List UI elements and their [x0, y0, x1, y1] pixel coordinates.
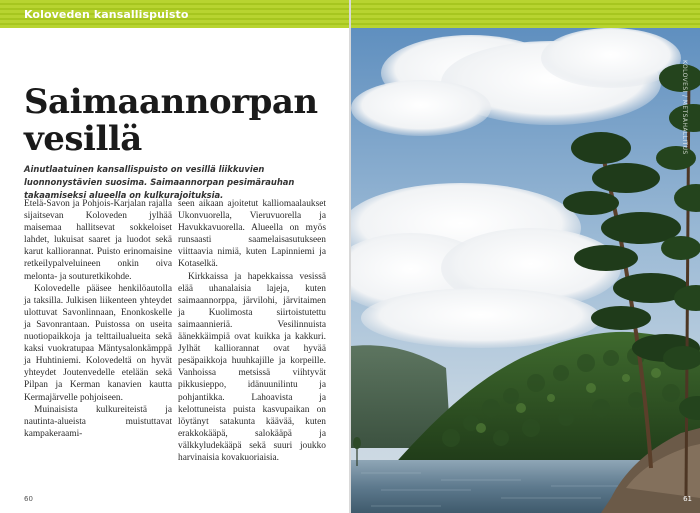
body-paragraph: Kirkkaissa ja hapekkaissa vesissä elää uhanalaisia lajeja, kuten saimaannorppa, järvilohi, järvitaimen ja Kuolimosta siirtoistutettu saimaannieriä. Vesilinnuista äänekkäimpiä ovat kuikka ja kakkuri. Jylhät kalliorannat ovat hyvää pesäpaikkoja huuhkajille ja korpeille. Vanhoissa metsissä viihtyvät pikkusieppo, idänuunilintu ja pohjantikka. Lahoavista ja kelottuneista puista kasvupaikan on löytänyt satakunta käävää, kuten erakkokääpä, salokääpä ja välkkyludekääpä sekä suuri joukko harvinaisia kovakuoriaisia.	[178, 271, 326, 463]
body-paragraph: Etelä-Savon ja Pohjois-Karjalan rajalla sijaitsevan Koloveden jylhää maisemaa hallitsevat sokkeloiset lahdet, lukuisat saaret ja luodot sekä karut kalliorannat. Puisto erinomaisine retkeilypalveluineen onkin oiva melonta- ja souturetkikohde.	[24, 199, 172, 282]
page-title: Saimaannorpan vesillä	[24, 82, 318, 159]
text-column-2	[178, 198, 326, 464]
right-page	[351, 0, 700, 513]
body-paragraph: seen aikaan ajoitetut kalliomaalaukset Ukonvuorella, Vieruvuorella ja Havukkavuorella. Alueella on myös runsaasti saamelaisasutukseen viittaavia nimiä, kuten Lapinniemi ja Kotaselkä.	[178, 199, 326, 270]
lake-landscape-photo	[351, 28, 700, 513]
section-label: Koloveden kansallispuisto	[24, 8, 189, 21]
photo-credit: KOLOVESI / METSÄHALLITUS	[681, 60, 688, 155]
body-paragraph: Muinaisista kulkureiteistä ja nautinta-alueista muistuttavat kampakeraami-	[24, 404, 172, 439]
page-number-left: 60	[24, 495, 33, 503]
page-number-right: 61	[683, 495, 692, 503]
header-band-right	[351, 0, 700, 28]
text-column-1	[24, 198, 172, 440]
lead-paragraph: Ainutlaatuinen kansallispuisto on vesillä liikkuvien luonnonystävien suosima. Saimaannorpan pesimärauhan takaamiseksi alueella on kulkurajoituksia.	[24, 164, 295, 200]
left-page	[0, 0, 349, 513]
body-paragraph: Kolovedelle pääsee henkilöautolla ja taksilla. Julkisen liikenteen yhteydet ulottuvat Savonlinnaan, Enonkoskelle ja Savonrantaan. Puistossa on useita nuotiopaikkoja ja telttailualueita sekä kaksi vuokratupaa Mäntysalonkämppä ja Huhtiniemi. Kolovedeltä on hyvät yhteydet Joutenvedelle etelään sekä Pilpan ja Kerman kanavien kautta Kermajärvelle pohjoiseen.	[24, 283, 172, 403]
section-header-band	[0, 0, 349, 28]
